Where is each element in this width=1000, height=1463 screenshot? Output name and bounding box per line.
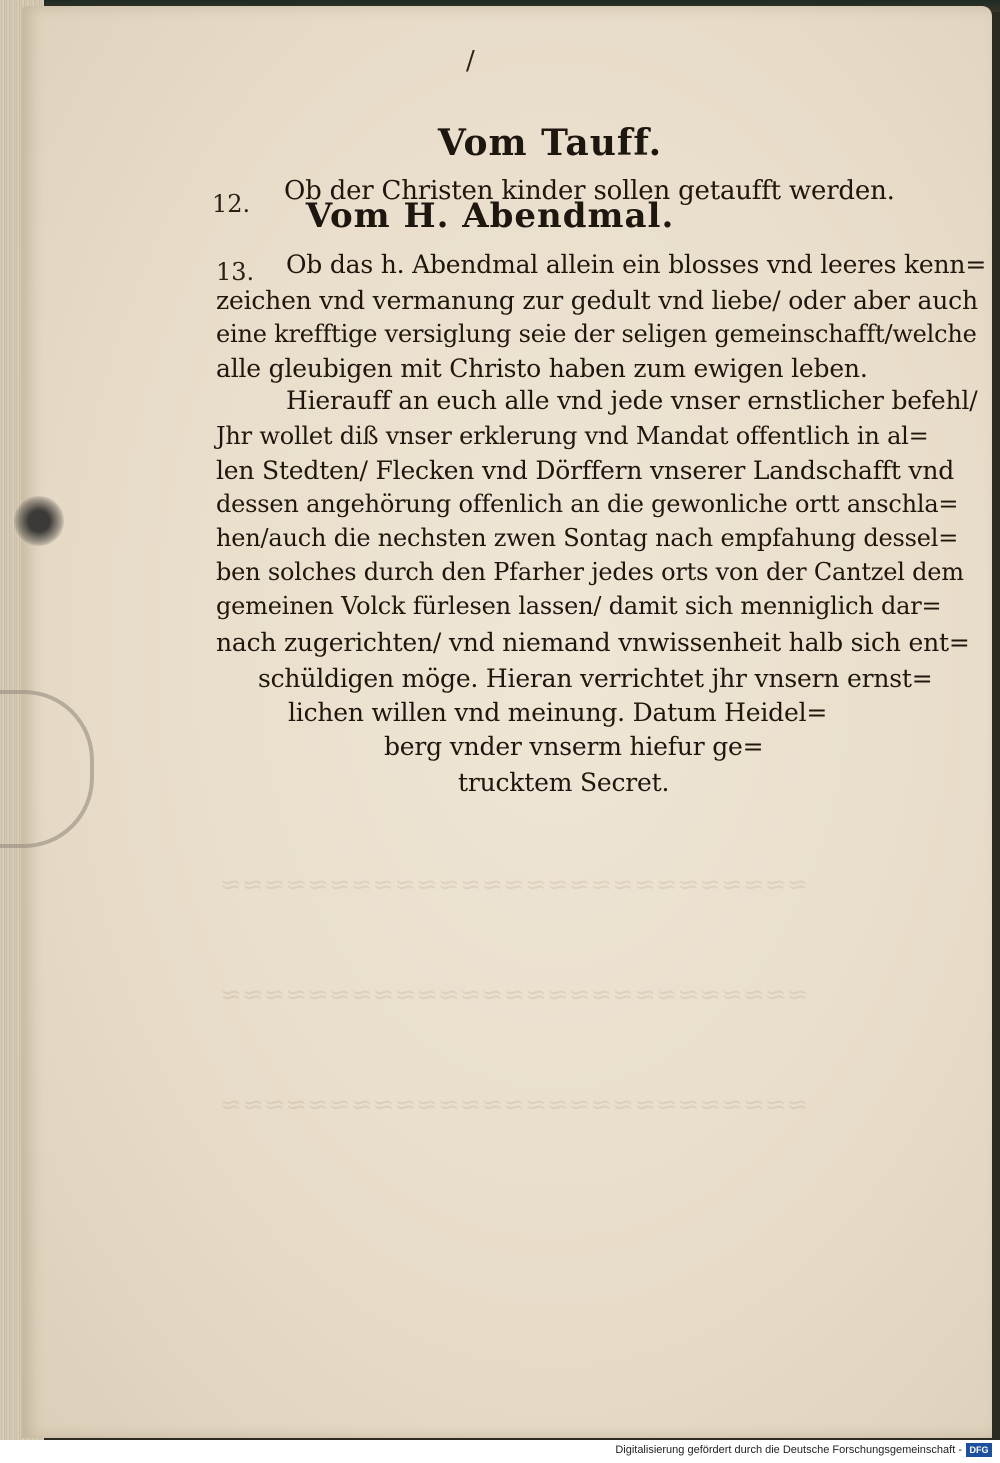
text-line: trucktem Secret.	[458, 768, 670, 797]
text-line: gemeinen Volck fürlesen lassen/ damit sich menniglich dar=	[216, 592, 942, 620]
text-line: Hierauff an euch alle vnd jede vnser ernstlicher befehl/	[286, 386, 978, 415]
item-12-number: 12.	[212, 190, 251, 218]
footer-bar	[0, 1440, 1000, 1463]
page-mark: /	[466, 46, 475, 76]
item-12-text: Ob der Christen kinder sollen getaufft werden.	[284, 176, 895, 206]
text-line: Ob das h. Abendmal allein ein blosses vnd leeres kenn=	[286, 250, 987, 279]
text-line: eine krefftige versiglung seie der seligen gemeinschafft/welche	[216, 320, 977, 348]
text-line: zeichen vnd vermanung zur gedult vnd liebe/ oder aber auch	[216, 286, 978, 315]
ink-blot	[14, 496, 64, 546]
bleed-through-shadow: ≈≈≈≈≈≈≈≈≈≈≈≈≈≈≈≈≈≈≈≈≈≈≈≈≈≈≈	[220, 980, 809, 1010]
text-line: alle gleubigen mit Christo haben zum ewigen leben.	[216, 354, 868, 383]
text-line: Jhr wollet diß vnser erklerung vnd Mandat offentlich in al=	[216, 422, 929, 450]
text-line: nach zugerichten/ vnd niemand vnwissenheit halb sich ent=	[216, 628, 970, 657]
heading-supper: Vom H. Abendmal.	[305, 196, 675, 236]
bleed-through-shadow: ≈≈≈≈≈≈≈≈≈≈≈≈≈≈≈≈≈≈≈≈≈≈≈≈≈≈≈	[220, 870, 809, 900]
bleed-through-shadow: ≈≈≈≈≈≈≈≈≈≈≈≈≈≈≈≈≈≈≈≈≈≈≈≈≈≈≈	[220, 1090, 809, 1120]
text-line: dessen angehörung offenlich an die gewonliche ortt anschla=	[216, 490, 959, 518]
dfg-logo[interactable]: DFG	[966, 1443, 992, 1457]
text-line: len Stedten/ Flecken vnd Dörffern vnserer Landschafft vnd	[216, 456, 955, 485]
heading-baptism: Vom Tauff.	[437, 122, 663, 164]
footer-credit: Digitalisierung gefördert durch die Deutsche Forschungsgemeinschaft -	[615, 1444, 962, 1456]
item-13-number: 13.	[216, 258, 255, 286]
text-line: lichen willen vnd meinung. Datum Heidel=	[288, 698, 828, 727]
text-line: ben solches durch den Pfarher jedes orts von der Cantzel dem	[216, 558, 964, 586]
text-line: berg vnder vnserm hiefur ge=	[384, 732, 764, 761]
text-line: schüldigen möge. Hieran verrichtet jhr vnsern ernst=	[258, 664, 933, 693]
text-line: hen/auch die nechsten zwen Sontag nach empfahung dessel=	[216, 524, 959, 552]
